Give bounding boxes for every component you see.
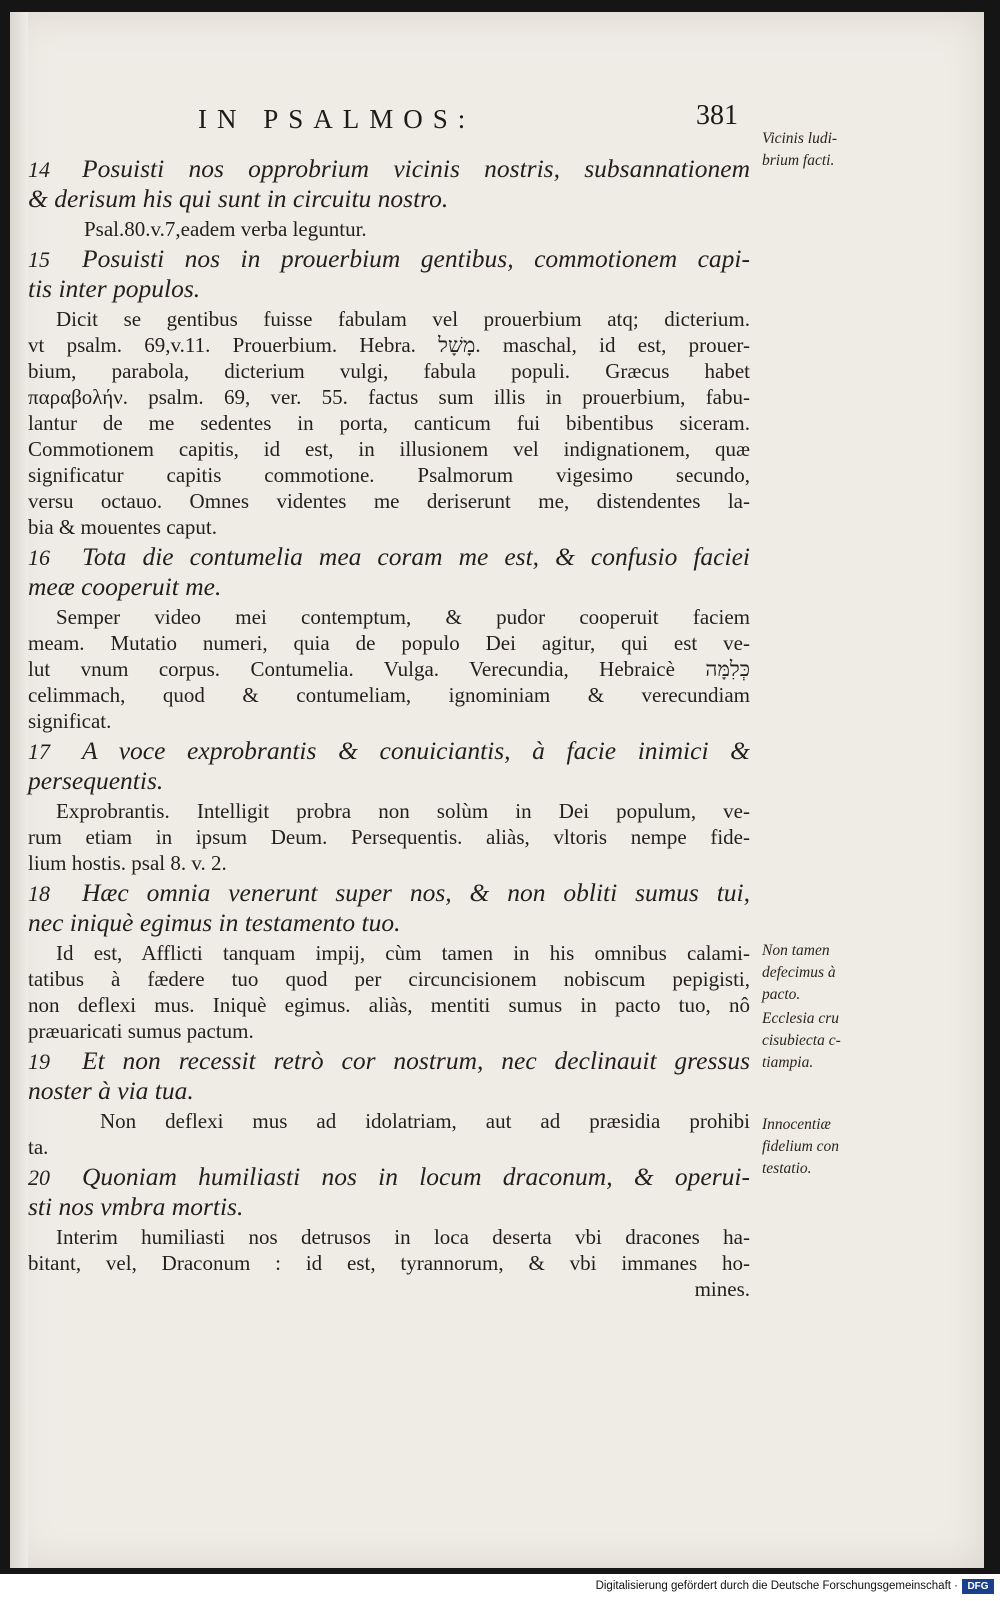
margin-note [762,940,892,1006]
commentary-18 [28,940,750,1044]
verse-number: 20 [28,1165,50,1190]
commentary-line: bium, parabola, dicterium vulgi, fabula populi. Græcus habet [28,359,750,383]
verse-14 [28,154,750,214]
margin-note-line: Vicinis ludi- [762,130,838,147]
commentary-20 [28,1224,750,1302]
margin-note-line: Innocentiæ [762,1116,831,1133]
commentary-line: παραβολήν. psalm. 69, ver. 55. factus sum illis in prouerbium, fabu- [28,385,750,409]
commentary-line: significatur capitis commotione. Psalmorum vigesimo secundo, [28,463,750,487]
verse-18 [28,878,750,938]
commentary-line: Non deflexi mus ad idolatriam, aut ad præsidia prohibi [100,1109,750,1133]
commentary-line: lut vnum corpus. Contumelia. Vulga. Verecundia, Hebraicè כְּלִמָּה [28,657,750,681]
verse-number: 18 [28,881,50,906]
book-page [10,12,984,1568]
commentary-17 [28,798,750,876]
commentary-line: lium hostis. psal 8. v. 2. [28,851,227,875]
page-gutter-shadow [10,12,28,1568]
verse-15 [28,244,750,304]
verse-line: meæ cooperuit me. [28,572,222,601]
commentary-19 [28,1108,750,1160]
verse-number: 17 [28,739,50,764]
verse-line: Posuisti nos in prouerbium gentibus, commotionem capi- [82,244,750,273]
commentary-14 [28,216,750,242]
commentary-line: ta. [28,1135,49,1159]
verse-line: sti nos vmbra mortis. [28,1192,244,1221]
running-head [198,100,738,140]
verse-line: A voce exprobrantis & conuiciantis, à facie inimici & [82,736,750,765]
verse-16 [28,542,750,602]
margin-note-line: brium facti. [762,152,835,169]
dfg-logo: DFG [962,1579,994,1594]
commentary-line: tatibus à fædere tuo quod per circuncisionem nobiscum pepigisti, [28,967,750,991]
margin-note-line: tiampia. [762,1054,814,1071]
commentary-line: significat. [28,709,112,733]
margin-note-line: defecimus à [762,964,836,981]
verse-line: Quoniam humiliasti nos in locum draconum, & operui- [82,1162,750,1191]
running-title: IN PSALMOS: [198,104,476,134]
margin-note [762,1008,892,1074]
margin-note [762,1114,892,1180]
commentary-line: Dicit se gentibus fuisse fabulam vel prouerbium atq; dicterium. [56,307,750,331]
commentary-line: non deflexi mus. Iniquè egimus. aliàs, mentiti sumus in pacto tuo, nô [28,993,750,1017]
commentary-line: Semper video mei contemptum, & pudor cooperuit faciem [56,605,750,629]
margin-note [762,128,892,172]
commentary-line: Exprobrantis. Intelligit probra non solùm in Dei populum, ve- [56,799,750,823]
verse-line: & derisum his qui sunt in circuitu nostro. [28,184,449,213]
verse-number: 14 [28,157,50,182]
commentary-line: meam. Mutatio numeri, quia de populo Dei agitur, qui est ve- [28,631,750,655]
commentary-15 [28,306,750,540]
margin-note-line: cisubiecta c- [762,1032,841,1049]
commentary-16 [28,604,750,734]
verse-line: Et non recessit retrò cor nostrum, nec declinauit gressus [82,1046,750,1075]
commentary-line: rum etiam in ipsum Deum. Persequentis. aliàs, vltoris nempe fide- [28,825,750,849]
commentary-line: Commotionem capitis, id est, in illusionem vel indignationem, quæ [28,437,750,461]
margin-note-line: Non tamen [762,942,830,959]
commentary-line: bitant, vel, Draconum : id est, tyrannorum, & vbi immanes ho- [28,1251,750,1275]
margin-note-line: Ecclesia cru [762,1010,840,1027]
commentary-line: præuaricati sumus pactum. [28,1019,254,1043]
verse-line: tis inter populos. [28,274,201,303]
commentary-line: lantur de me sedentes in porta, canticum fui bibentibus siceram. [28,411,750,435]
verse-20 [28,1162,750,1222]
commentary-line: bia & mouentes caput. [28,515,217,539]
commentary-line: Id est, Afflicti tanquam impij, cùm tamen in his omnibus calami- [56,941,750,965]
commentary-line: mines. [694,1277,750,1301]
commentary-line: versu octauo. Omnes videntes me deriserunt me, distendentes la- [28,489,750,513]
commentary-line: vt psalm. 69,v.11. Prouerbium. Hebra. מָשָׁל. maschal, id est, prouer- [28,333,750,357]
margin-note-line: fidelium con [762,1138,840,1155]
verse-17 [28,736,750,796]
body-text [28,152,750,1304]
commentary-line: celimmach, quod & contumeliam, ignominiam & verecundiam [28,683,750,707]
verse-line: nec iniquè egimus in testamento tuo. [28,908,401,937]
verse-line: Tota die contumelia mea coram me est, & confusio faciei [82,542,750,571]
verse-number: 16 [28,545,50,570]
verse-line: persequentis. [28,766,164,795]
verse-number: 19 [28,1049,50,1074]
footer-strip [0,1574,1000,1601]
verse-line: Hæc omnia venerunt super nos, & non obliti sumus tui, [82,878,750,907]
margin-note-line: testatio. [762,1160,812,1177]
commentary-line: Interim humiliasti nos detrusos in loca deserta vbi dracones ha- [56,1225,750,1249]
margin-note-line: pacto. [762,986,801,1003]
verse-number: 15 [28,247,50,272]
verse-19 [28,1046,750,1106]
verse-line: Posuisti nos opprobrium vicinis nostris, subsannationem [82,154,750,183]
page-number: 381 [696,100,738,131]
funding-credit: Digitalisierung gefördert durch die Deutsche Forschungsgemeinschaft · [595,1580,958,1592]
commentary-line: Psal.80.v.7,eadem verba leguntur. [84,217,367,241]
verse-line: noster à via tua. [28,1076,194,1105]
